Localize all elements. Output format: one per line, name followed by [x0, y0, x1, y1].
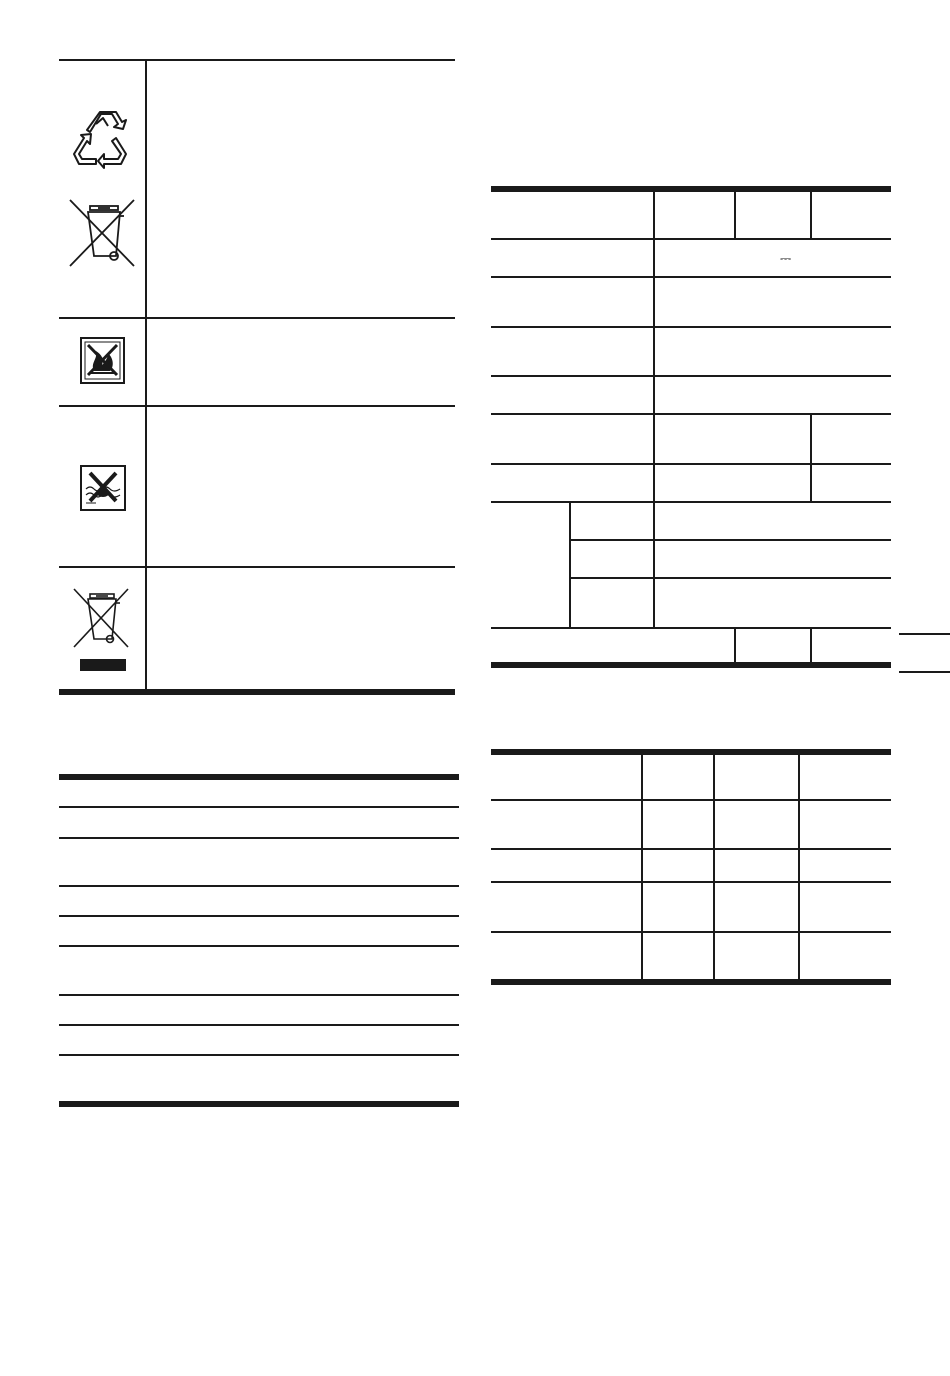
crossed-out-bin-with-bar-icon: [70, 585, 132, 673]
row-separator: [59, 945, 459, 947]
table-border-top: [491, 186, 891, 192]
row-separator: [569, 539, 891, 541]
table-border-bottom: [59, 689, 455, 695]
no-fire-icon: [80, 337, 125, 384]
row-separator: [491, 501, 891, 503]
column-divider: [734, 191, 736, 239]
row-separator: [491, 848, 891, 850]
row-separator: [491, 463, 891, 465]
page-tab-marker: [899, 671, 950, 673]
row-separator: [491, 931, 891, 933]
column-divider: [145, 60, 147, 694]
column-divider: [713, 754, 715, 980]
row-separator: [491, 276, 891, 278]
page-tab-marker: [899, 633, 950, 635]
row-separator: [491, 413, 891, 415]
row-separator: [59, 915, 459, 917]
column-divider: [798, 754, 800, 980]
row-separator: [59, 885, 459, 887]
row-separator: [59, 806, 459, 808]
column-divider: [653, 239, 655, 629]
row-separator: [59, 1054, 459, 1056]
column-divider: [734, 628, 736, 664]
table-border-bottom: [491, 979, 891, 985]
row-separator: [491, 375, 891, 377]
recycle-icon: [70, 108, 136, 170]
row-separator: [59, 994, 459, 996]
row-separator: [59, 1024, 459, 1026]
dc-current-symbol: ⎓: [780, 251, 792, 267]
column-divider: [653, 191, 655, 239]
row-separator: [491, 881, 891, 883]
row-separator: [491, 627, 891, 629]
table-border-top: [491, 749, 891, 755]
column-divider: [569, 502, 571, 628]
crossed-out-bin-icon: [68, 198, 138, 268]
column-divider: [810, 628, 812, 664]
row-separator: [59, 405, 455, 407]
column-divider: [810, 414, 812, 502]
table-border-top: [59, 774, 459, 780]
row-separator: [59, 566, 455, 568]
table-border-bottom: [59, 1101, 459, 1107]
table-border-top: [59, 59, 455, 61]
row-separator: [491, 799, 891, 801]
row-separator: [59, 317, 455, 319]
row-separator: [569, 577, 891, 579]
table-border-bottom: [491, 662, 891, 668]
row-separator: [59, 837, 459, 839]
no-water-icon: [80, 465, 126, 511]
row-separator: [491, 326, 891, 328]
row-separator: [491, 238, 891, 240]
column-divider: [641, 754, 643, 980]
column-divider: [810, 191, 812, 239]
